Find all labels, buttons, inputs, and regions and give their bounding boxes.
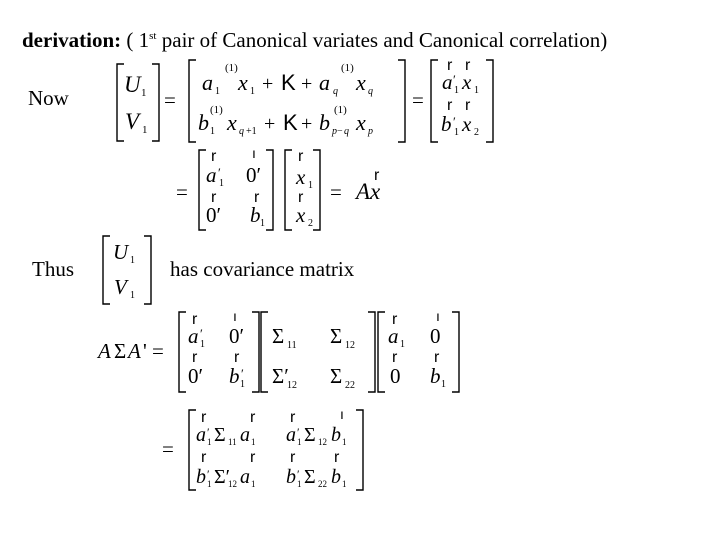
svg-text:1: 1 xyxy=(251,437,256,447)
svg-text:b: b xyxy=(196,466,206,488)
svg-text:A: A xyxy=(356,179,371,204)
svg-text:r: r xyxy=(254,189,260,206)
svg-text:1: 1 xyxy=(141,87,147,99)
svg-text:Σ′: Σ′ xyxy=(272,364,289,388)
svg-text:x: x xyxy=(296,203,306,227)
svg-text:x: x xyxy=(238,70,248,95)
svg-text:(1): (1) xyxy=(341,62,354,74)
svg-text:a: a xyxy=(196,424,206,446)
svg-text:Σ: Σ xyxy=(304,466,316,488)
svg-text:2: 2 xyxy=(308,218,313,229)
svg-text:+: + xyxy=(301,73,313,95)
svg-text:A: A xyxy=(98,339,111,363)
svg-text:a: a xyxy=(442,70,453,94)
label-now: Now xyxy=(28,86,69,110)
svg-text:r: r xyxy=(290,449,296,466)
svg-text:' =: ' = xyxy=(143,339,164,363)
svg-text:1: 1 xyxy=(251,479,256,489)
svg-text:r: r xyxy=(447,97,453,114)
svg-text:U: U xyxy=(113,240,129,264)
label-has-covariance: has covariance matrix xyxy=(170,257,355,281)
svg-text:x: x xyxy=(356,110,366,135)
svg-text:r: r xyxy=(211,189,217,206)
svg-text:a: a xyxy=(240,424,250,446)
svg-text:r: r xyxy=(192,311,198,328)
svg-text:1: 1 xyxy=(210,126,215,137)
svg-text:x: x xyxy=(462,70,472,94)
svg-text:1: 1 xyxy=(130,290,135,301)
title-prefix: ( 1 xyxy=(126,28,150,52)
svg-text:12: 12 xyxy=(345,340,355,351)
svg-text:(1): (1) xyxy=(210,104,223,116)
svg-text:b: b xyxy=(441,112,452,136)
svg-text:1: 1 xyxy=(400,339,405,350)
svg-text:′: ′ xyxy=(453,72,456,87)
svg-text:22: 22 xyxy=(345,380,355,391)
svg-text:1: 1 xyxy=(207,479,212,489)
svg-text:b: b xyxy=(198,110,209,135)
svg-text:a: a xyxy=(188,324,199,348)
svg-text:=: = xyxy=(164,88,176,112)
svg-text:′: ′ xyxy=(297,467,300,481)
svg-text:0′: 0′ xyxy=(206,203,222,227)
svg-text:r: r xyxy=(250,409,256,426)
svg-text:a: a xyxy=(286,424,296,446)
svg-text:r: r xyxy=(392,311,398,328)
svg-text:A: A xyxy=(128,339,141,363)
svg-text:a: a xyxy=(240,466,250,488)
svg-text:′: ′ xyxy=(200,326,203,341)
svg-text:=: = xyxy=(176,180,188,204)
svg-text:12: 12 xyxy=(318,437,327,447)
svg-text:q: q xyxy=(344,126,349,137)
svg-text:1: 1 xyxy=(342,437,347,447)
svg-text:r: r xyxy=(211,148,217,165)
svg-text:Σ: Σ xyxy=(214,424,226,446)
svg-text:0: 0 xyxy=(390,364,401,388)
svg-text:+: + xyxy=(264,113,276,135)
svg-text:r: r xyxy=(250,449,256,466)
svg-text:0: 0 xyxy=(430,324,441,348)
svg-text:0′: 0′ xyxy=(188,364,204,388)
svg-text:′: ′ xyxy=(297,425,300,439)
svg-text:+1: +1 xyxy=(246,126,257,137)
svg-text:p: p xyxy=(368,126,373,137)
svg-text:1: 1 xyxy=(297,437,302,447)
title-bold: derivation: xyxy=(22,28,122,52)
svg-text:Σ: Σ xyxy=(304,424,316,446)
svg-text:K: K xyxy=(281,70,296,95)
label-thus: Thus xyxy=(32,257,74,281)
svg-text:r: r xyxy=(465,97,471,114)
svg-text:12: 12 xyxy=(287,380,297,391)
svg-text:Σ′: Σ′ xyxy=(214,466,231,488)
svg-text:1: 1 xyxy=(240,379,245,390)
svg-text:r: r xyxy=(234,349,240,366)
svg-text:x: x xyxy=(370,179,381,204)
svg-text:r: r xyxy=(465,57,471,74)
svg-text:0′: 0′ xyxy=(229,324,245,348)
svg-text:Σ: Σ xyxy=(114,339,127,363)
eq-uv-vector xyxy=(103,236,151,304)
svg-text:1: 1 xyxy=(219,178,224,189)
svg-text:a: a xyxy=(319,70,330,95)
svg-text:22: 22 xyxy=(318,479,327,489)
svg-text:U: U xyxy=(124,72,141,97)
svg-text:q: q xyxy=(333,86,338,97)
svg-text:ı: ı xyxy=(233,308,237,324)
svg-text:1: 1 xyxy=(454,127,459,138)
eq-covariance-product xyxy=(96,308,459,392)
eq-covariance-result xyxy=(162,406,363,490)
svg-text:b: b xyxy=(331,424,341,446)
svg-text:a: a xyxy=(388,324,399,348)
svg-text:b: b xyxy=(286,466,296,488)
svg-text:r: r xyxy=(447,57,453,74)
svg-text:′: ′ xyxy=(207,467,210,481)
svg-text:1: 1 xyxy=(441,379,446,390)
svg-text:r: r xyxy=(334,449,340,466)
svg-text:b: b xyxy=(250,203,261,227)
svg-text:x: x xyxy=(462,112,472,136)
svg-text:r: r xyxy=(434,349,440,366)
svg-text:=: = xyxy=(162,437,174,461)
svg-text:1: 1 xyxy=(207,437,212,447)
svg-text:b: b xyxy=(430,364,441,388)
svg-text:Σ: Σ xyxy=(272,324,285,348)
svg-text:1: 1 xyxy=(474,85,479,96)
svg-text:Σ: Σ xyxy=(330,364,343,388)
svg-text:0′: 0′ xyxy=(246,163,262,187)
svg-text:V: V xyxy=(125,109,140,134)
eq-uv-definition xyxy=(117,57,493,142)
svg-text:2: 2 xyxy=(474,127,479,138)
svg-text:r: r xyxy=(201,449,207,466)
svg-text:ı: ı xyxy=(340,406,344,422)
svg-text:12: 12 xyxy=(228,479,237,489)
svg-text:x: x xyxy=(227,110,237,135)
svg-text:1: 1 xyxy=(297,479,302,489)
svg-text:r: r xyxy=(392,349,398,366)
svg-text:V: V xyxy=(114,275,127,299)
svg-text:r: r xyxy=(298,148,304,165)
svg-text:b: b xyxy=(331,466,341,488)
svg-text:ı: ı xyxy=(252,145,256,161)
svg-text:a: a xyxy=(202,70,213,95)
svg-text:′: ′ xyxy=(453,114,456,129)
svg-text:Σ: Σ xyxy=(330,324,343,348)
svg-text:1: 1 xyxy=(142,124,148,136)
svg-text:(1): (1) xyxy=(334,104,347,116)
svg-text:1: 1 xyxy=(308,180,313,191)
svg-text:q: q xyxy=(239,126,244,137)
svg-text:r: r xyxy=(374,167,380,184)
svg-text:r: r xyxy=(201,409,207,426)
svg-text:r: r xyxy=(192,349,198,366)
svg-text:a: a xyxy=(206,163,217,187)
svg-text:1: 1 xyxy=(260,218,265,229)
svg-text:1: 1 xyxy=(200,339,205,350)
svg-text:+: + xyxy=(301,113,313,135)
title-rest: pair of Canonical variates and Canonical correlation) xyxy=(156,28,608,52)
svg-text:x: x xyxy=(356,70,366,95)
svg-text:1: 1 xyxy=(130,255,135,266)
svg-text:=: = xyxy=(330,180,342,204)
svg-text:ı: ı xyxy=(436,308,440,324)
svg-text:1: 1 xyxy=(250,86,255,97)
svg-text:−: − xyxy=(337,126,343,137)
svg-text:′: ′ xyxy=(207,425,210,439)
svg-text:′: ′ xyxy=(218,165,221,180)
svg-text:1: 1 xyxy=(215,86,220,97)
svg-text:b: b xyxy=(229,364,240,388)
svg-text:1: 1 xyxy=(342,479,347,489)
svg-text:+: + xyxy=(262,73,274,95)
title-sup: st xyxy=(149,30,157,42)
svg-text:1: 1 xyxy=(454,85,459,96)
svg-text:q: q xyxy=(368,86,373,97)
svg-text:K: K xyxy=(283,110,298,135)
svg-text:x: x xyxy=(296,165,306,189)
svg-text:′: ′ xyxy=(241,366,244,381)
svg-text:b: b xyxy=(319,110,330,135)
svg-text:p: p xyxy=(332,126,337,137)
svg-text:(1): (1) xyxy=(225,62,238,74)
svg-text:11: 11 xyxy=(287,340,297,351)
eq-block-product xyxy=(176,145,381,230)
svg-text:r: r xyxy=(298,189,304,206)
svg-text:=: = xyxy=(412,88,424,112)
svg-text:r: r xyxy=(290,409,296,426)
svg-text:11: 11 xyxy=(228,437,237,447)
